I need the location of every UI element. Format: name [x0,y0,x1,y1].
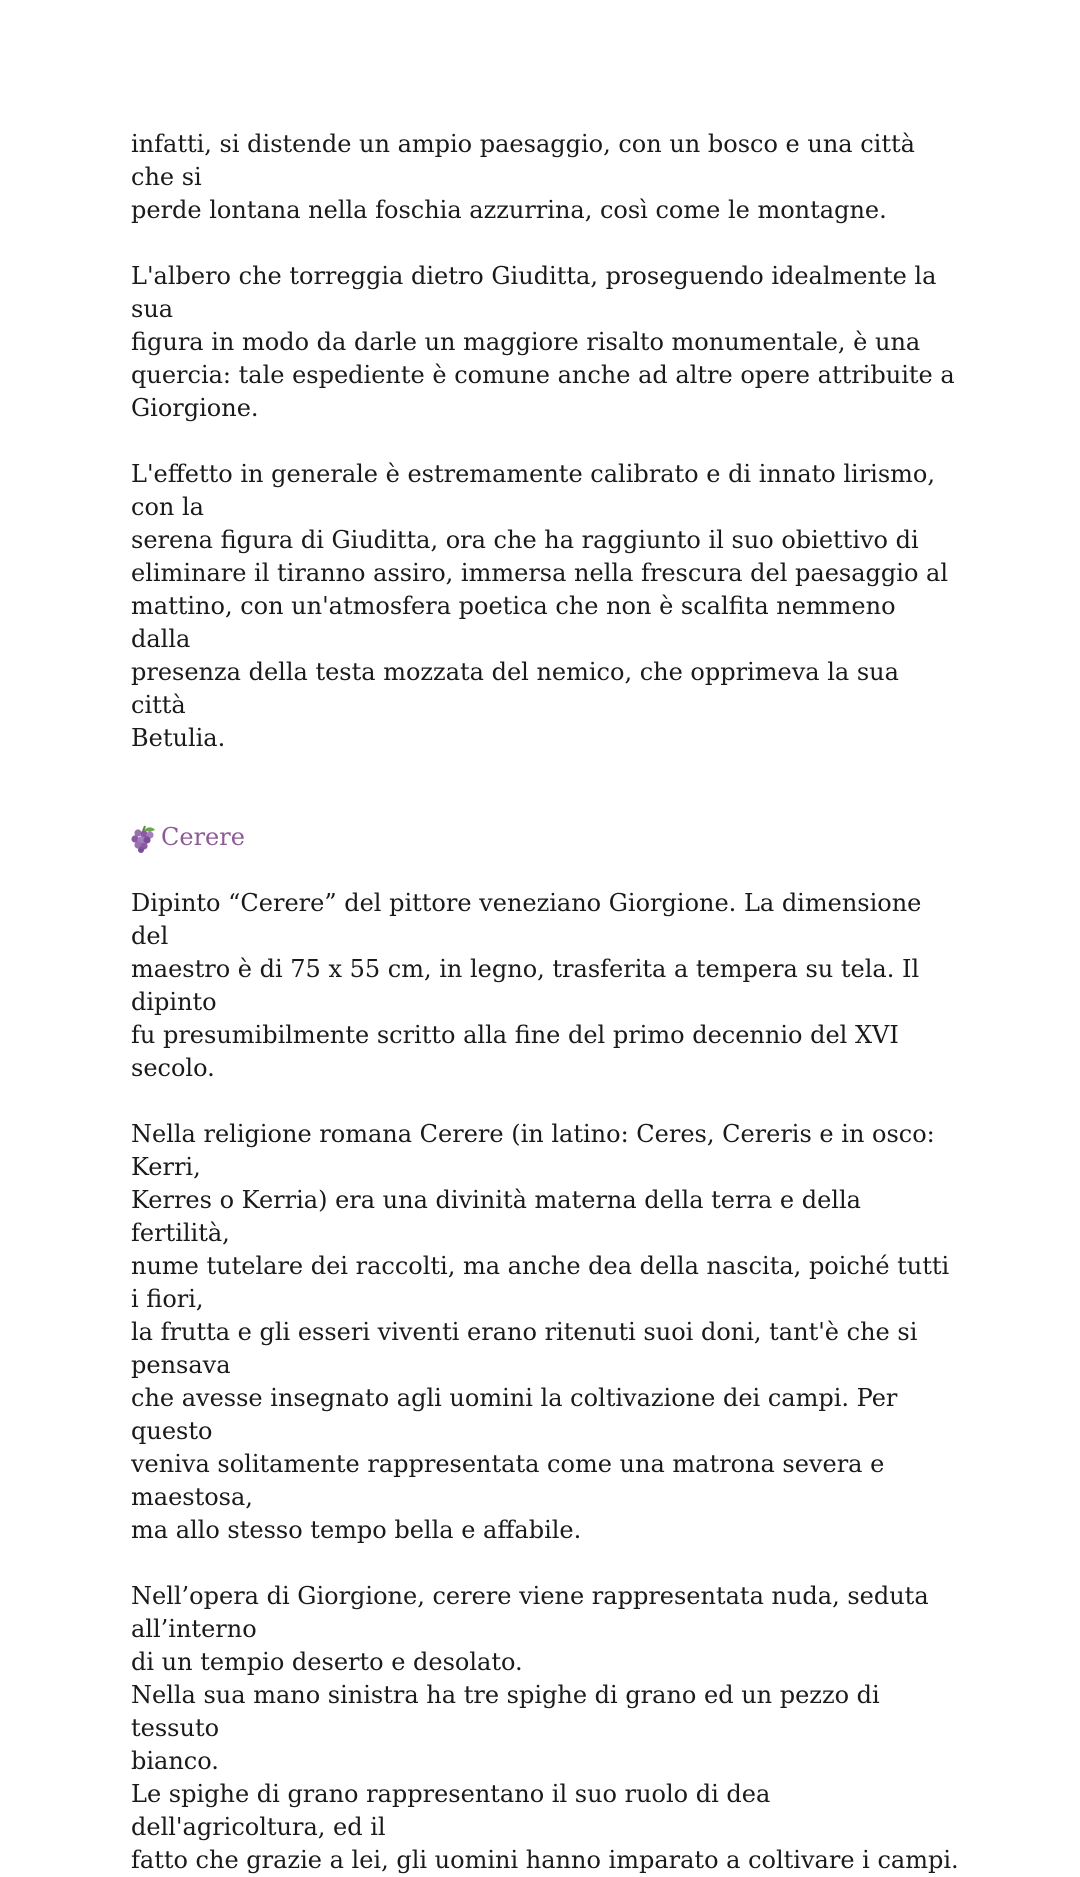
paragraph: Nell’opera di Giorgione, cerere viene rappresentata nuda, seduta all’interno di un tempio deserto e desolato. Nella sua mano sinistra ha tre spighe di grano ed un pezzo di tessuto bianco. Le spighe di grano rappresentano il suo ruolo di dea dell'agricoltura, ed il fatto che grazie a lei, gli uomini hanno imparato a coltivare i campi. [131,1582,959,1874]
paragraph: Nella religione romana Cerere (in latino: Ceres, Cereris e in osco: Kerri, Kerres o Kerria) era una divinità materna della terra e della fertilità, nume tutelare dei raccolti, ma anche dea della nascita, poiché tutti i fiori, la frutta e gli esseri viventi erano ritenuti suoi doni, tant'è che si pensava che avesse insegnato agli uomini la coltivazione dei campi. Per questo veniva solitamente rappresentata come una matrona severa e maestosa, ma allo stesso tempo bella e affabile. [131,1120,950,1544]
paragraph-spacer [131,1547,961,1580]
paragraph: Dipinto “Cerere” del pittore veneziano Giorgione. La dimensione del maestro è di 75 x 55 cm, in legno, trasferita a tempera su tela. Il dipinto fu presumibilmente scritto alla fine del primo decennio del XVI secolo. [131,889,922,1082]
paragraph-spacer [131,227,961,260]
document-body [131,128,961,1877]
section-heading [129,821,961,854]
paragraph-spacer [131,425,961,458]
section-title: Cerere [161,823,245,851]
section-spacer [131,755,961,821]
paragraph-spacer [131,1085,961,1118]
paragraph: L'albero che torreggia dietro Giuditta, proseguendo idealmente la sua figura in modo da darle un maggiore risalto monumentale, è una quercia: tale espediente è comune anche ad altre opere attribuite a Giorgione. [131,262,955,422]
paragraph: L'effetto in generale è estremamente calibrato e di innato lirismo, con la serena figura di Giuditta, ora che ha raggiunto il suo obiettivo di eliminare il tiranno assiro, immersa nella frescura del paesaggio al mattino, con un'atmosfera poetica che non è scalfita nemmeno dalla presenza della testa mozzata del nemico, che opprimeva la sua città Betulia. [131,460,949,752]
section-spacer [131,854,961,887]
paragraph: infatti, si distende un ampio paesaggio, con un bosco e una città che si perde lontana nella foschia azzurrina, così come le montagne. [131,130,915,224]
grapes-icon [129,823,159,853]
